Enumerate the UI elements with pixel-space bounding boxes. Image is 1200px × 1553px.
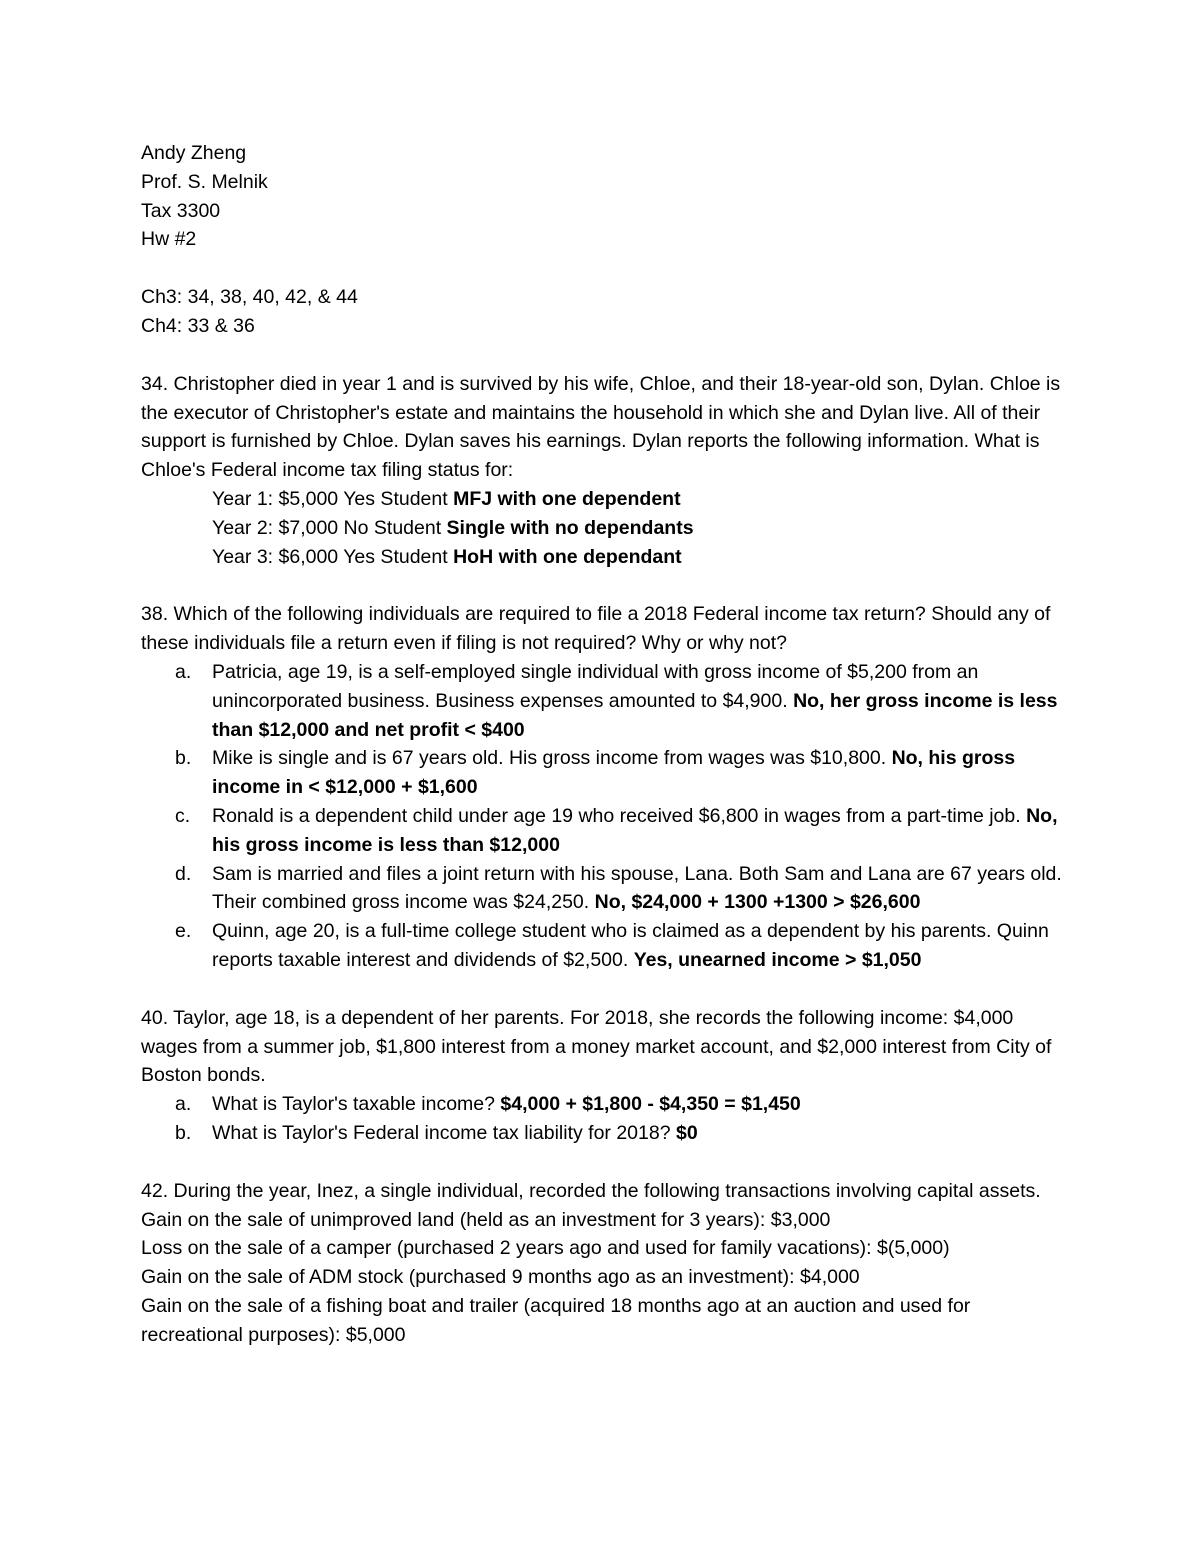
item-text: Ronald is a dependent child under age 19 who received $6,800 in wages from a part-time job. bbox=[212, 804, 1027, 827]
list-marker: a. bbox=[175, 660, 192, 683]
list-item bbox=[141, 860, 1071, 918]
year-1-answer: MFJ with one dependent bbox=[453, 487, 681, 510]
list-item bbox=[141, 658, 1071, 744]
year-2-answer: Single with no dependants bbox=[446, 516, 694, 539]
question-40 bbox=[141, 1004, 1071, 1148]
item-answer: No, her gross income is less than $12,000 and net profit < $400 bbox=[212, 689, 1058, 741]
question-38-list bbox=[141, 658, 1071, 975]
list-item bbox=[141, 1090, 1071, 1119]
year-2-line bbox=[141, 514, 1071, 543]
list-marker: a. bbox=[175, 1093, 192, 1116]
item-answer: Yes, unearned income > $1,050 bbox=[633, 948, 922, 971]
list-item bbox=[141, 744, 1071, 802]
year-1-text: Year 1: $5,000 Yes Student bbox=[212, 487, 454, 510]
list-item bbox=[141, 802, 1071, 860]
item-text: Patricia, age 19, is a self-employed single individual with gross income of $5,200 from an unincorporated business. Business expenses amounted to $4,900. bbox=[212, 660, 979, 712]
item-text: Sam is married and files a joint return with his spouse, Lana. Both Sam and Lana are 67 years old. Their combined gross income was $24,250. bbox=[212, 862, 1062, 914]
assignment-name: Hw #2 bbox=[141, 228, 197, 251]
list-marker: e. bbox=[175, 920, 192, 943]
student-name: Andy Zheng bbox=[141, 142, 247, 164]
item-text: What is Taylor's taxable income? bbox=[212, 1093, 501, 1116]
item-text: Quinn, age 20, is a full-time college student who is claimed as a dependent by his parents. Quinn reports taxable interest and dividends of $2,500. bbox=[212, 920, 1049, 971]
item-answer: $4,000 + $1,800 - $4,350 = $1,450 bbox=[500, 1093, 801, 1116]
question-34-text: 34. Christopher died in year 1 and is survived by his wife, Chloe, and their 18-year-old son, Dylan. Chloe is the executor of Christopher's estate and maintains the household in which she and Dylan live. All of their support is furnished by Chloe. Dylan saves his earnings. Dylan reports the following information. What is Chloe's Federal income tax filing status for: bbox=[141, 372, 1061, 482]
question-40-list bbox=[141, 1090, 1071, 1148]
item-text: What is Taylor's Federal income tax liability for 2018? bbox=[212, 1121, 676, 1144]
header-block bbox=[141, 139, 1071, 254]
professor-name: Prof. S. Melnik bbox=[141, 170, 268, 193]
item-text: Mike is single and is 67 years old. His gross income from wages was $10,800. bbox=[212, 747, 892, 770]
year-3-answer: HoH with one dependant bbox=[453, 545, 682, 568]
course-name: Tax 3300 bbox=[141, 199, 221, 222]
question-38-text: 38. Which of the following individuals are required to file a 2018 Federal income tax return? Should any of these individuals file a return even if filing is not required? Why or why not? bbox=[141, 603, 1051, 655]
transaction-line: Gain on the sale of unimproved land (held as an investment for 3 years): $3,000 bbox=[141, 1208, 831, 1231]
list-item bbox=[141, 917, 1071, 975]
chapter-list bbox=[141, 283, 1071, 341]
chapter-4-problems: Ch4: 33 & 36 bbox=[141, 314, 255, 337]
question-34 bbox=[141, 370, 1071, 572]
item-answer: $0 bbox=[675, 1121, 698, 1144]
list-marker: b. bbox=[175, 747, 192, 770]
item-answer: No, his gross income in < $12,000 + $1,600 bbox=[212, 747, 1016, 799]
item-answer: No, his gross income is less than $12,000 bbox=[212, 804, 1058, 856]
transaction-line: Gain on the sale of a fishing boat and trailer (acquired 18 months ago at an auction and used for recreational purposes): $5,000 bbox=[141, 1294, 971, 1346]
year-3-text: Year 3: $6,000 Yes Student bbox=[212, 545, 454, 568]
question-38 bbox=[141, 600, 1071, 974]
question-42-text: 42. During the year, Inez, a single individual, recorded the following transactions involving capital assets. bbox=[141, 1179, 1041, 1202]
document-body bbox=[141, 139, 1071, 1349]
year-2-text: Year 2: $7,000 No Student bbox=[212, 516, 447, 539]
list-item bbox=[141, 1119, 1071, 1148]
list-marker: b. bbox=[175, 1121, 192, 1144]
transaction-line: Gain on the sale of ADM stock (purchased 9 months ago as an investment): $4,000 bbox=[141, 1266, 860, 1289]
question-42 bbox=[141, 1177, 1071, 1350]
question-40-text: 40. Taylor, age 18, is a dependent of her parents. For 2018, she records the following income: $4,000 wages from a summer job, $1,800 interest from a money market account, and $2,000 interest from City of Boston bonds. bbox=[141, 1006, 1052, 1087]
chapter-3-problems: Ch3: 34, 38, 40, 42, & 44 bbox=[141, 286, 358, 309]
list-marker: d. bbox=[175, 862, 192, 885]
year-1-line bbox=[141, 485, 1071, 514]
year-3-line bbox=[141, 543, 1071, 572]
transaction-line: Loss on the sale of a camper (purchased 2 years ago and used for family vacations): $(5,000) bbox=[141, 1237, 950, 1260]
list-marker: c. bbox=[175, 804, 191, 827]
item-answer: No, $24,000 + 1300 +1300 > $26,600 bbox=[594, 891, 921, 914]
